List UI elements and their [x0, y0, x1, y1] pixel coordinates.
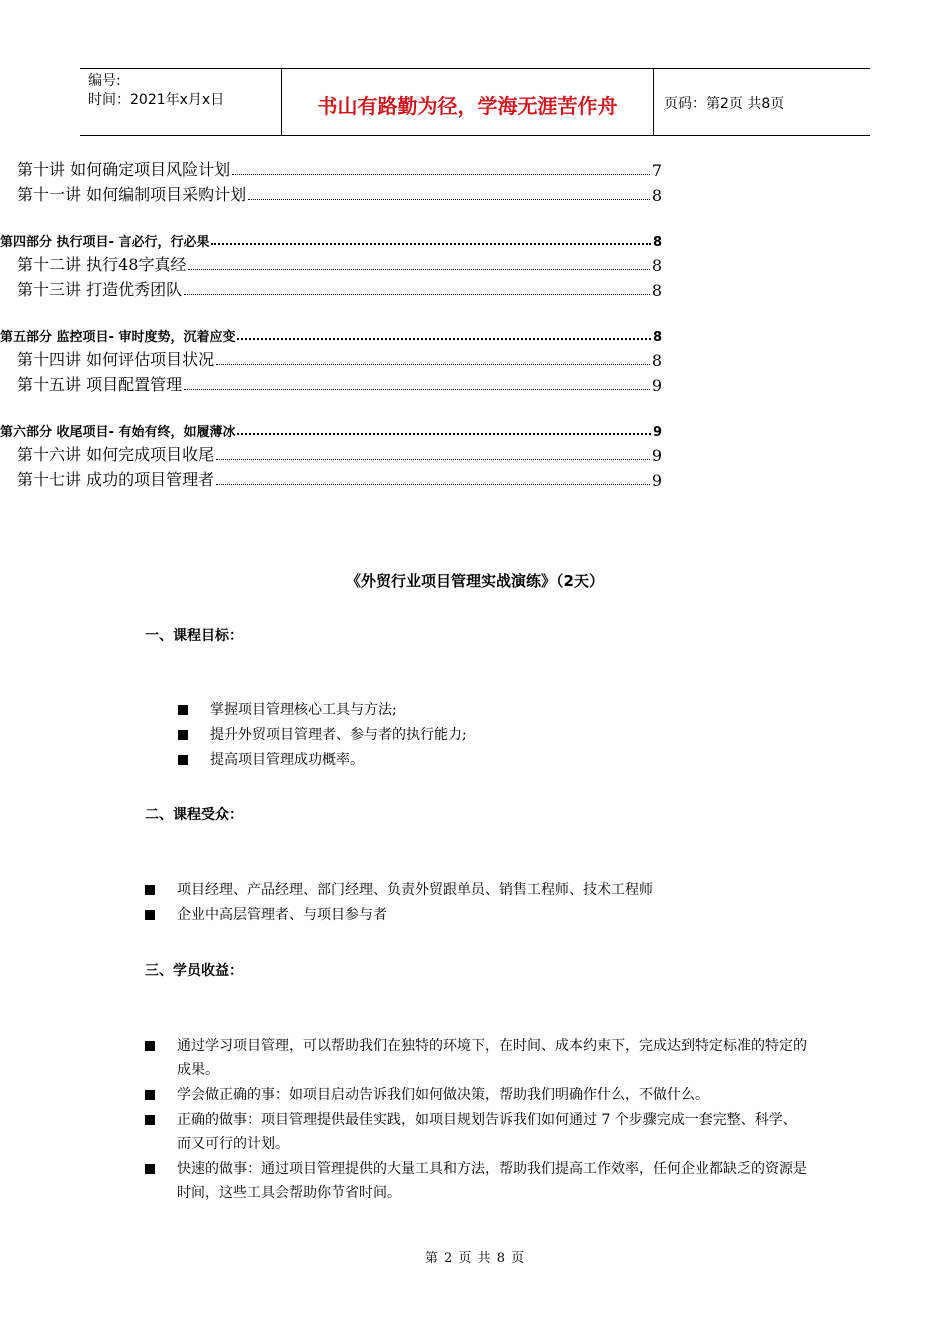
bullet-square-icon [145, 1041, 155, 1051]
header-motto: 书山有路勤为径，学海无涯苦作舟 [282, 69, 654, 135]
header-meta [80, 69, 282, 135]
toc-entry-page: 9 [652, 425, 662, 440]
toc-dot-leader [216, 363, 650, 365]
toc-entry[interactable] [17, 160, 662, 180]
list-item: 项目经理、产品经理、部门经理、负责外贸跟单员、销售工程师、技术工程师 [145, 878, 653, 902]
toc-dot-leader [184, 388, 650, 390]
toc-entry[interactable] [17, 470, 662, 490]
toc-dot-leader [216, 483, 650, 485]
bullet-square-icon [178, 755, 188, 765]
toc-entry-title: 第六部分 收尾项目- 有始有终，如履薄冰 [0, 425, 236, 440]
toc-dot-leader [216, 458, 650, 460]
toc-dot-leader [232, 173, 650, 175]
toc-entry-title: 第四部分 执行项目- 言必行，行必果 [0, 235, 210, 250]
list-item: 企业中高层管理者、与项目参与者 [145, 903, 387, 927]
bullet-square-icon [145, 1115, 155, 1125]
toc-entry-title: 第十讲 如何确定项目风险计划 [17, 160, 231, 179]
toc-entry[interactable] [17, 255, 662, 275]
date-label: 时间：2021年x月x日 [88, 92, 225, 108]
toc-entry[interactable] [0, 420, 662, 440]
toc-entry-page: 8 [652, 330, 662, 345]
bullet-square-icon [178, 730, 188, 740]
bullet-square-icon [145, 1164, 155, 1174]
bullet-square-icon [145, 885, 155, 895]
toc-entry-page: 9 [651, 376, 662, 395]
bullet-square-icon [145, 910, 155, 920]
list-item: 通过学习项目管理，可以帮助我们在独特的环境下，在时间、成本约束下，完成达到特定标准的特定的成果。 [145, 1034, 807, 1082]
toc-dot-leader [237, 337, 651, 340]
toc-entry-page: 8 [652, 235, 662, 250]
section-heading-goals: 一、课程目标： [145, 628, 243, 644]
toc-entry[interactable] [17, 375, 662, 395]
toc-dot-leader [237, 432, 651, 435]
toc-entry-page: 9 [651, 471, 662, 490]
toc-entry-page: 8 [651, 351, 662, 370]
toc-dot-leader [248, 198, 650, 200]
toc-entry-title: 第十二讲 执行48字真经 [17, 255, 187, 274]
page-footer: 第 2 页 共 8 页 [424, 1251, 526, 1266]
list-item: 掌握项目管理核心工具与方法; [178, 698, 397, 722]
toc-entry-page: 8 [651, 186, 662, 205]
serial-label: 编号: [88, 73, 121, 89]
toc-entry-page: 9 [651, 446, 662, 465]
toc-entry[interactable] [17, 445, 662, 465]
list-item: 学会做正确的事：如项目启动告诉我们如何做决策，帮助我们明确作什么，不做什么。 [145, 1083, 807, 1107]
bullet-square-icon [145, 1090, 155, 1100]
toc-entry-title: 第十三讲 打造优秀团队 [17, 280, 183, 299]
toc-entry-title: 第十七讲 成功的项目管理者 [17, 470, 215, 489]
toc-entry[interactable] [17, 185, 662, 205]
toc-entry[interactable] [0, 230, 662, 250]
list-item: 提高项目管理成功概率。 [178, 748, 364, 772]
section-heading-audience: 二、课程受众： [145, 807, 243, 823]
page-header [80, 68, 870, 136]
toc-entry-title: 第十四讲 如何评估项目状况 [17, 350, 215, 369]
toc-entry[interactable] [0, 325, 662, 345]
toc-entry-title: 第十一讲 如何编制项目采购计划 [17, 185, 247, 204]
list-item: 快速的做事：通过项目管理提供的大量工具和方法，帮助我们提高工作效率，任何企业都缺乏的资源是时间，这些工具会帮助你节省时间。 [145, 1157, 807, 1205]
section-heading-benefits: 三、学员收益： [145, 963, 243, 979]
toc-entry-page: 8 [651, 256, 662, 275]
list-item: 正确的做事：项目管理提供最佳实践，如项目规划告诉我们如何通过 7 个步骤完成一套完整、科学、而又可行的计划。 [145, 1108, 807, 1156]
toc-entry-page: 7 [651, 161, 662, 180]
toc-dot-leader [211, 242, 651, 245]
toc-dot-leader [184, 293, 650, 295]
toc-entry-title: 第五部分 监控项目- 审时度势，沉着应变 [0, 330, 236, 345]
list-item: 提升外贸项目管理者、参与者的执行能力; [178, 723, 467, 747]
toc-entry-page: 8 [651, 281, 662, 300]
toc-entry-title: 第十五讲 项目配置管理 [17, 375, 183, 394]
course-title: 《外贸行业项目管理实战演练》（2天） [346, 572, 604, 590]
toc-entry-title: 第十六讲 如何完成项目收尾 [17, 445, 215, 464]
toc-entry[interactable] [17, 350, 662, 370]
toc-entry[interactable] [17, 280, 662, 300]
header-page-label: 页码：第2页 共8页 [664, 96, 785, 112]
toc-dot-leader [188, 268, 649, 270]
bullet-square-icon [178, 705, 188, 715]
